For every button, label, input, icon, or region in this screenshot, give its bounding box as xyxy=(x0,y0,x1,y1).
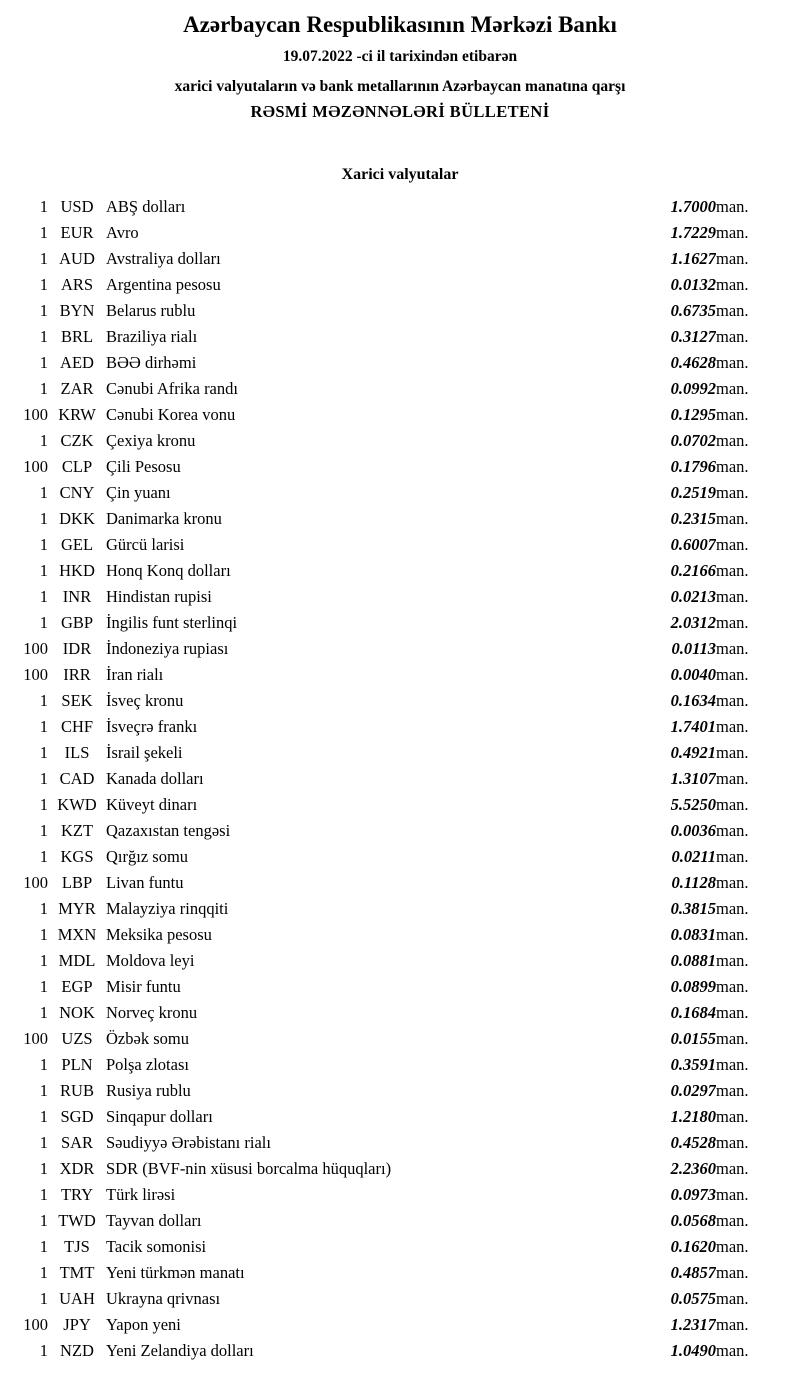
rate-row xyxy=(0,844,800,870)
rate-row xyxy=(0,1052,800,1078)
rate-code: DKK xyxy=(59,509,95,528)
rate-name: Səudiyyə Ərəbistanı rialı xyxy=(106,1133,271,1152)
rate-code: NZD xyxy=(60,1341,94,1360)
rate-value: 0.2519 xyxy=(670,483,716,502)
rate-row xyxy=(0,558,800,584)
effective-date-line: 19.07.2022 -ci il tarixindən etibarən xyxy=(282,48,518,65)
rate-row xyxy=(0,1312,800,1338)
rate-code: IRR xyxy=(63,665,91,684)
rate-value: 1.7229 xyxy=(670,223,716,242)
rate-unit: man. xyxy=(716,275,749,294)
rate-qty: 1 xyxy=(39,483,48,502)
rate-unit: man. xyxy=(716,379,749,398)
rate-code: KWD xyxy=(57,795,97,814)
rate-name: Yeni türkmən manatı xyxy=(106,1263,245,1282)
rate-name: ABŞ dolları xyxy=(106,197,186,216)
rate-code: PLN xyxy=(61,1055,93,1074)
rate-name: SDR (BVF-nin xüsusi borcalma hüquqları) xyxy=(106,1159,392,1178)
rate-unit: man. xyxy=(716,483,749,502)
rate-value: 1.1627 xyxy=(670,249,716,268)
rate-code: ARS xyxy=(60,275,94,294)
rate-row xyxy=(0,1286,800,1312)
rate-row xyxy=(0,480,800,506)
rate-qty: 100 xyxy=(23,1029,48,1048)
rate-qty: 100 xyxy=(23,665,48,684)
rate-qty: 1 xyxy=(39,197,48,216)
rate-value: 0.0155 xyxy=(670,1029,716,1048)
rate-value: 2.2360 xyxy=(670,1159,716,1178)
rate-value: 1.2317 xyxy=(670,1315,716,1334)
rate-code: XDR xyxy=(59,1159,95,1178)
rate-row xyxy=(0,350,800,376)
rate-row xyxy=(0,896,800,922)
rate-name: İngilis funt sterlinqi xyxy=(106,613,238,632)
rate-unit: man. xyxy=(716,431,749,450)
rate-row xyxy=(0,948,800,974)
rate-unit: man. xyxy=(716,795,749,814)
rate-unit: man. xyxy=(716,821,749,840)
rate-value: 0.0297 xyxy=(670,1081,716,1100)
rate-row xyxy=(0,428,800,454)
rate-name: Hindistan rupisi xyxy=(106,587,212,606)
rate-code: CHF xyxy=(60,717,94,736)
exchange-rates-table xyxy=(0,194,800,1364)
rate-qty: 1 xyxy=(39,1133,48,1152)
rate-unit: man. xyxy=(716,1315,749,1334)
bulletin-title: RƏSMİ MƏZƏNNƏLƏRİ BÜLLETENİ xyxy=(250,102,550,121)
rate-code: CNY xyxy=(59,483,95,502)
rate-name: Çin yuanı xyxy=(106,483,171,502)
rate-name: Honq Konq dolları xyxy=(106,561,231,580)
rate-unit: man. xyxy=(716,665,749,684)
rate-row xyxy=(0,194,800,220)
rate-name: İsveç kronu xyxy=(106,691,184,710)
rate-row xyxy=(0,818,800,844)
rate-qty: 1 xyxy=(39,821,48,840)
rate-code: MXN xyxy=(57,925,97,944)
rate-row xyxy=(0,1000,800,1026)
rate-row xyxy=(0,584,800,610)
rate-row xyxy=(0,766,800,792)
rate-row xyxy=(0,324,800,350)
rate-qty: 1 xyxy=(39,561,48,580)
rate-name: Danimarka kronu xyxy=(106,509,222,528)
rate-code: KRW xyxy=(58,405,96,424)
rate-value: 0.1620 xyxy=(670,1237,716,1256)
rate-row xyxy=(0,1104,800,1130)
rate-code: SEK xyxy=(61,691,93,710)
rate-unit: man. xyxy=(716,327,749,346)
rate-qty: 1 xyxy=(39,847,48,866)
rate-unit: man. xyxy=(716,1237,749,1256)
rate-name: Yeni Zelandiya dolları xyxy=(106,1341,254,1360)
rate-qty: 1 xyxy=(39,327,48,346)
rate-value: 0.4628 xyxy=(670,353,716,372)
rate-code: BYN xyxy=(59,301,95,320)
rate-code: USD xyxy=(60,197,94,216)
rate-value: 0.1684 xyxy=(670,1003,716,1022)
rate-unit: man. xyxy=(716,223,749,242)
rate-code: CLP xyxy=(61,457,93,476)
rate-value: 1.2180 xyxy=(670,1107,716,1126)
rate-unit: man. xyxy=(716,899,749,918)
rate-name: İsveçrə frankı xyxy=(106,717,198,736)
rate-row xyxy=(0,376,800,402)
rate-value: 0.2315 xyxy=(670,509,716,528)
rate-code: ZAR xyxy=(60,379,94,398)
rate-qty: 1 xyxy=(39,613,48,632)
rate-row xyxy=(0,532,800,558)
rate-code: AUD xyxy=(59,249,95,268)
rate-name: Cənubi Korea vonu xyxy=(106,405,236,424)
rate-name: Çexiya kronu xyxy=(106,431,196,450)
rate-row xyxy=(0,220,800,246)
rate-qty: 1 xyxy=(39,1055,48,1074)
rate-qty: 100 xyxy=(23,639,48,658)
rate-name: Meksika pesosu xyxy=(106,925,212,944)
rate-unit: man. xyxy=(716,1081,749,1100)
rate-value: 0.6735 xyxy=(670,301,716,320)
rate-unit: man. xyxy=(716,197,749,216)
rate-value: 1.7000 xyxy=(670,197,716,216)
rate-value: 0.0899 xyxy=(670,977,716,996)
rate-code: JPY xyxy=(63,1315,91,1334)
rate-unit: man. xyxy=(716,717,749,736)
rate-code: KGS xyxy=(60,847,94,866)
rate-value: 0.1796 xyxy=(670,457,716,476)
rate-qty: 1 xyxy=(39,1211,48,1230)
rate-unit: man. xyxy=(716,457,749,476)
rate-name: Tacik somonisi xyxy=(106,1237,207,1256)
rate-code: SGD xyxy=(60,1107,94,1126)
rate-value: 0.0132 xyxy=(670,275,716,294)
rate-unit: man. xyxy=(716,639,749,658)
rate-name: Argentina pesosu xyxy=(106,275,221,294)
rate-row xyxy=(0,610,800,636)
rate-name: Polşa zlotası xyxy=(106,1055,189,1074)
rate-name: Moldova leyi xyxy=(106,951,195,970)
rate-code: IDR xyxy=(62,639,92,658)
rate-name: Qazaxıstan tengəsi xyxy=(106,821,231,840)
rate-qty: 1 xyxy=(39,925,48,944)
rate-unit: man. xyxy=(716,587,749,606)
rate-row xyxy=(0,1156,800,1182)
rate-code: KZT xyxy=(60,821,94,840)
rate-row xyxy=(0,1338,800,1364)
rate-unit: man. xyxy=(716,1029,749,1048)
rate-value: 0.4857 xyxy=(670,1263,716,1282)
rate-unit: man. xyxy=(716,301,749,320)
rate-value: 5.5250 xyxy=(670,795,716,814)
rate-value: 0.0040 xyxy=(670,665,716,684)
rate-name: İndoneziya rupiası xyxy=(106,639,229,658)
rate-unit: man. xyxy=(716,1185,749,1204)
rate-code: RUB xyxy=(60,1081,94,1100)
rate-qty: 100 xyxy=(23,405,48,424)
rate-unit: man. xyxy=(716,535,749,554)
rate-code: UAH xyxy=(59,1289,95,1308)
rate-qty: 1 xyxy=(39,795,48,814)
rate-qty: 1 xyxy=(39,275,48,294)
rate-code: EUR xyxy=(60,223,94,242)
rate-qty: 1 xyxy=(39,977,48,996)
rate-code: TMT xyxy=(59,1263,95,1282)
rate-unit: man. xyxy=(716,769,749,788)
rate-unit: man. xyxy=(716,951,749,970)
rate-unit: man. xyxy=(716,847,749,866)
rate-name: Misir funtu xyxy=(106,977,181,996)
rate-qty: 1 xyxy=(39,1081,48,1100)
rate-name: Norveç kronu xyxy=(106,1003,198,1022)
rate-code: MDL xyxy=(58,951,96,970)
rate-value: 0.1295 xyxy=(670,405,716,424)
rate-code: HKD xyxy=(59,561,95,580)
rate-name: BƏƏ dirhəmi xyxy=(106,353,197,372)
rate-unit: man. xyxy=(716,405,749,424)
rate-name: Gürcü larisi xyxy=(106,535,185,554)
rate-code: MYR xyxy=(58,899,96,918)
document-header xyxy=(0,12,800,122)
rate-name: Braziliya rialı xyxy=(106,327,198,346)
section-title-foreign-currencies: Xarici valyutalar xyxy=(341,166,459,183)
rate-qty: 1 xyxy=(39,1237,48,1256)
rate-row xyxy=(0,506,800,532)
rate-name: İran rialı xyxy=(106,665,164,684)
rate-row xyxy=(0,1260,800,1286)
rate-unit: man. xyxy=(716,249,749,268)
rate-unit: man. xyxy=(716,561,749,580)
rate-value: 1.7401 xyxy=(670,717,716,736)
rate-qty: 1 xyxy=(39,379,48,398)
rate-unit: man. xyxy=(716,1055,749,1074)
bank-title: Azərbaycan Respublikasının Mərkəzi Bankı xyxy=(183,12,617,37)
rate-unit: man. xyxy=(716,1159,749,1178)
rate-row xyxy=(0,870,800,896)
rate-value: 0.1128 xyxy=(671,873,716,892)
rate-qty: 1 xyxy=(39,249,48,268)
rate-name: Rusiya rublu xyxy=(106,1081,191,1100)
rate-qty: 1 xyxy=(39,1003,48,1022)
rate-row xyxy=(0,272,800,298)
rate-value: 0.2166 xyxy=(670,561,716,580)
rate-row xyxy=(0,1208,800,1234)
rate-qty: 100 xyxy=(23,457,48,476)
rate-name: Sinqapur dolları xyxy=(106,1107,213,1126)
rate-value: 0.0992 xyxy=(670,379,716,398)
rate-name: Belarus rublu xyxy=(106,301,196,320)
rate-qty: 1 xyxy=(39,535,48,554)
rate-code: INR xyxy=(62,587,92,606)
rate-name: Malayziya rinqqiti xyxy=(106,899,229,918)
rate-value: 2.0312 xyxy=(670,613,716,632)
rate-qty: 1 xyxy=(39,587,48,606)
rate-value: 0.1634 xyxy=(670,691,716,710)
rate-unit: man. xyxy=(716,873,749,892)
rate-value: 0.0113 xyxy=(671,639,716,658)
rate-code: TJS xyxy=(64,1237,90,1256)
rate-unit: man. xyxy=(716,1263,749,1282)
rate-code: ILS xyxy=(64,743,90,762)
rate-code: GEL xyxy=(60,535,94,554)
rate-unit: man. xyxy=(716,977,749,996)
rate-code: LBP xyxy=(61,873,93,892)
rate-name: Tayvan dolları xyxy=(106,1211,202,1230)
rate-unit: man. xyxy=(716,509,749,528)
rate-name: Avro xyxy=(106,223,139,242)
rate-qty: 1 xyxy=(39,951,48,970)
rate-row xyxy=(0,1026,800,1052)
rate-qty: 1 xyxy=(39,1159,48,1178)
rate-value: 0.0568 xyxy=(670,1211,716,1230)
rate-value: 0.0036 xyxy=(670,821,716,840)
rate-name: İsrail şekeli xyxy=(106,743,183,762)
rate-value: 0.6007 xyxy=(670,535,716,554)
rate-qty: 1 xyxy=(39,301,48,320)
rate-value: 1.0490 xyxy=(670,1341,716,1360)
rate-value: 0.0213 xyxy=(670,587,716,606)
rate-code: UZS xyxy=(61,1029,93,1048)
rate-code: TWD xyxy=(58,1211,96,1230)
rate-row xyxy=(0,1234,800,1260)
rate-value: 0.3591 xyxy=(670,1055,716,1074)
rate-unit: man. xyxy=(716,1003,749,1022)
rate-unit: man. xyxy=(716,613,749,632)
rate-code: AED xyxy=(60,353,94,372)
rate-name: Özbək somu xyxy=(106,1029,189,1048)
rate-qty: 1 xyxy=(39,769,48,788)
rate-row xyxy=(0,740,800,766)
rate-row xyxy=(0,1078,800,1104)
rate-row xyxy=(0,454,800,480)
rate-name: Livan funtu xyxy=(106,873,184,892)
rate-row xyxy=(0,298,800,324)
rate-value: 0.4528 xyxy=(670,1133,716,1152)
rate-unit: man. xyxy=(716,1211,749,1230)
rate-row xyxy=(0,714,800,740)
rate-value: 0.3127 xyxy=(670,327,716,346)
rate-row xyxy=(0,974,800,1000)
rate-unit: man. xyxy=(716,743,749,762)
rate-qty: 1 xyxy=(39,223,48,242)
rate-qty: 1 xyxy=(39,1263,48,1282)
rate-unit: man. xyxy=(716,353,749,372)
rate-code: EGP xyxy=(61,977,93,996)
rate-row xyxy=(0,246,800,272)
rate-unit: man. xyxy=(716,1133,749,1152)
rate-row xyxy=(0,402,800,428)
rate-name: Yapon yeni xyxy=(106,1315,181,1334)
rate-row xyxy=(0,922,800,948)
rate-unit: man. xyxy=(716,691,749,710)
rate-row xyxy=(0,662,800,688)
rate-qty: 100 xyxy=(23,873,48,892)
rate-name: Qırğız somu xyxy=(106,847,189,866)
rate-qty: 1 xyxy=(39,353,48,372)
rate-code: NOK xyxy=(59,1003,95,1022)
rate-name: Çili Pesosu xyxy=(106,457,181,476)
rate-qty: 1 xyxy=(39,743,48,762)
rate-qty: 1 xyxy=(39,1185,48,1204)
rate-row xyxy=(0,1182,800,1208)
rate-row xyxy=(0,1130,800,1156)
rate-value: 0.0211 xyxy=(671,847,716,866)
rate-value: 0.0973 xyxy=(670,1185,716,1204)
rate-name: Cənubi Afrika randı xyxy=(106,379,238,398)
rate-code: SAR xyxy=(60,1133,94,1152)
rate-code: CAD xyxy=(59,769,95,788)
rate-value: 0.3815 xyxy=(670,899,716,918)
rate-code: BRL xyxy=(60,327,94,346)
rate-qty: 1 xyxy=(39,899,48,918)
rate-qty: 1 xyxy=(39,691,48,710)
rate-qty: 1 xyxy=(39,431,48,450)
rate-value: 1.3107 xyxy=(670,769,716,788)
rate-unit: man. xyxy=(716,925,749,944)
rate-name: Türk lirəsi xyxy=(106,1185,176,1204)
rate-qty: 1 xyxy=(39,717,48,736)
rate-unit: man. xyxy=(716,1289,749,1308)
rate-name: Ukrayna qrivnası xyxy=(106,1289,221,1308)
rate-code: GBP xyxy=(60,613,94,632)
rate-qty: 100 xyxy=(23,1315,48,1334)
rate-name: Kanada dolları xyxy=(106,769,204,788)
rate-value: 0.0831 xyxy=(670,925,716,944)
rate-row xyxy=(0,792,800,818)
rate-value: 0.4921 xyxy=(670,743,716,762)
rate-code: TRY xyxy=(60,1185,94,1204)
rates-table-body xyxy=(0,194,800,1364)
rate-unit: man. xyxy=(716,1341,749,1360)
rate-name: Küveyt dinarı xyxy=(106,795,198,814)
rate-value: 0.0702 xyxy=(670,431,716,450)
rate-value: 0.0575 xyxy=(670,1289,716,1308)
rate-row xyxy=(0,636,800,662)
rate-qty: 1 xyxy=(39,1107,48,1126)
rate-code: CZK xyxy=(60,431,94,450)
rate-name: Avstraliya dolları xyxy=(106,249,221,268)
rate-unit: man. xyxy=(716,1107,749,1126)
rate-qty: 1 xyxy=(39,509,48,528)
rate-qty: 1 xyxy=(39,1289,48,1308)
rate-qty: 1 xyxy=(39,1341,48,1360)
rate-value: 0.0881 xyxy=(670,951,716,970)
rate-row xyxy=(0,688,800,714)
subtitle-line: xarici valyutaların və bank metallarının Azərbaycan manatına qarşı xyxy=(174,78,626,95)
